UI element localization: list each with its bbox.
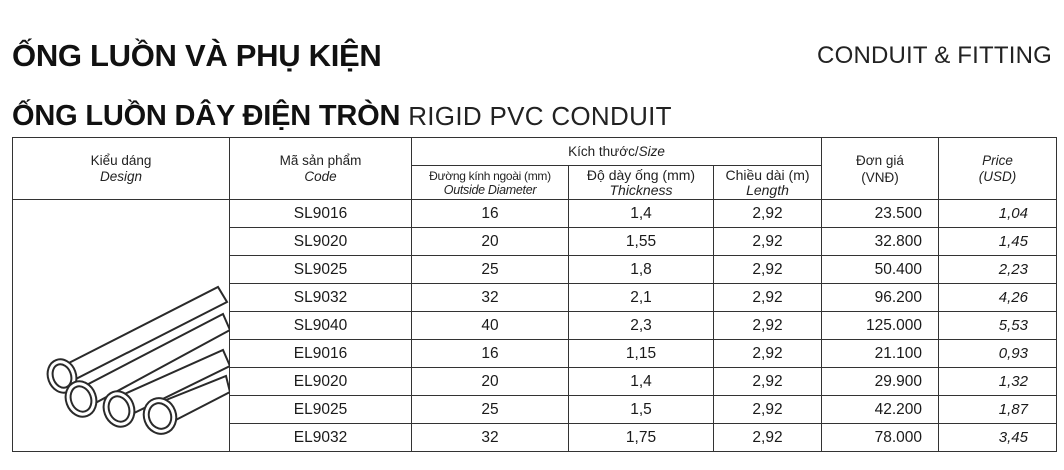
product-code: SL9040 bbox=[230, 312, 412, 340]
outside-diameter-value: 16 bbox=[412, 200, 569, 228]
outside-diameter-value: 32 bbox=[412, 284, 569, 312]
page-title-english: CONDUIT & FITTING bbox=[817, 42, 1052, 69]
product-code: EL9032 bbox=[230, 424, 412, 452]
header-price-vnd-vi: Đơn giá bbox=[856, 152, 904, 168]
outside-diameter-value: 25 bbox=[412, 256, 569, 284]
header-outside-diameter-vi: Đường kính ngoài (mm) bbox=[429, 168, 551, 183]
price-table bbox=[12, 137, 1057, 452]
outside-diameter-value: 40 bbox=[412, 312, 569, 340]
price-usd-value: 1,04 bbox=[939, 200, 1057, 228]
product-code: SL9025 bbox=[230, 256, 412, 284]
price-vnd-value: 29.900 bbox=[822, 368, 939, 396]
page-title: ỐNG LUỒN VÀ PHỤ KIỆN bbox=[12, 38, 382, 73]
thickness-value: 2,3 bbox=[569, 312, 714, 340]
price-usd-value: 1,87 bbox=[939, 396, 1057, 424]
header-price-usd-en: Price bbox=[982, 152, 1013, 168]
length-value: 2,92 bbox=[714, 368, 822, 396]
header-design bbox=[13, 138, 230, 200]
price-usd-value: 0,93 bbox=[939, 340, 1057, 368]
length-value: 2,92 bbox=[714, 228, 822, 256]
header-thickness-vi: Độ dày ống (mm) bbox=[586, 166, 696, 183]
length-value: 2,92 bbox=[714, 424, 822, 452]
header-length-en: Length bbox=[746, 181, 789, 198]
product-code: EL9016 bbox=[230, 340, 412, 368]
thickness-value: 1,75 bbox=[569, 424, 714, 452]
header-price-usd-unit: (USD) bbox=[978, 168, 1017, 184]
length-value: 2,92 bbox=[714, 312, 822, 340]
price-vnd-value: 23.500 bbox=[822, 200, 939, 228]
price-vnd-value: 32.800 bbox=[822, 228, 939, 256]
product-code: SL9016 bbox=[230, 200, 412, 228]
section-title-english: RIGID PVC CONDUIT bbox=[408, 101, 672, 131]
price-vnd-value: 21.100 bbox=[822, 340, 939, 368]
header-outside-diameter-en: Outside Diameter bbox=[443, 182, 537, 197]
header-code bbox=[230, 138, 412, 200]
header-outside-diameter bbox=[412, 166, 569, 200]
header-price-usd bbox=[939, 138, 1057, 200]
design-image-cell bbox=[13, 200, 230, 452]
thickness-value: 1,5 bbox=[569, 396, 714, 424]
header-size-label bbox=[412, 143, 821, 160]
thickness-value: 1,8 bbox=[569, 256, 714, 284]
price-usd-value: 1,45 bbox=[939, 228, 1057, 256]
price-vnd-value: 50.400 bbox=[822, 256, 939, 284]
thickness-value: 2,1 bbox=[569, 284, 714, 312]
price-vnd-value: 42.200 bbox=[822, 396, 939, 424]
header-length bbox=[714, 166, 822, 200]
length-value: 2,92 bbox=[714, 284, 822, 312]
outside-diameter-value: 32 bbox=[412, 424, 569, 452]
thickness-value: 1,4 bbox=[569, 200, 714, 228]
section-title bbox=[12, 100, 672, 133]
table-body bbox=[13, 200, 1057, 452]
thickness-value: 1,4 bbox=[569, 368, 714, 396]
product-code: SL9020 bbox=[230, 228, 412, 256]
header-design-vi: Kiểu dáng bbox=[90, 153, 152, 168]
outside-diameter-value: 25 bbox=[412, 396, 569, 424]
price-usd-value: 3,45 bbox=[939, 424, 1057, 452]
section-title-vietnamese: ỐNG LUỒN DÂY ĐIỆN TRÒN bbox=[12, 100, 401, 132]
outside-diameter-value: 20 bbox=[412, 368, 569, 396]
product-code: EL9025 bbox=[230, 396, 412, 424]
header-price-vnd bbox=[822, 138, 939, 200]
header-size bbox=[412, 138, 822, 166]
header-size-vi: Kích thước/ bbox=[568, 144, 639, 159]
thickness-value: 1,15 bbox=[569, 340, 714, 368]
price-usd-value: 5,53 bbox=[939, 312, 1057, 340]
length-value: 2,92 bbox=[714, 256, 822, 284]
outside-diameter-value: 16 bbox=[412, 340, 569, 368]
price-vnd-value: 78.000 bbox=[822, 424, 939, 452]
product-code: EL9020 bbox=[230, 368, 412, 396]
price-vnd-value: 125.000 bbox=[822, 312, 939, 340]
length-value: 2,92 bbox=[714, 396, 822, 424]
header-code-en: Code bbox=[304, 169, 337, 184]
header-length-vi: Chiều dài (m) bbox=[725, 166, 810, 183]
header-size-en: Size bbox=[638, 144, 665, 159]
pvc-conduit-pipes-illustration bbox=[13, 200, 230, 452]
header-thickness bbox=[569, 166, 714, 200]
price-usd-value: 1,32 bbox=[939, 368, 1057, 396]
price-usd-value: 4,26 bbox=[939, 284, 1057, 312]
price-usd-value: 2,23 bbox=[939, 256, 1057, 284]
header-code-vi: Mã sản phẩm bbox=[279, 153, 362, 168]
header-price-vnd-unit: (VNĐ) bbox=[861, 169, 899, 185]
length-value: 2,92 bbox=[714, 340, 822, 368]
length-value: 2,92 bbox=[714, 200, 822, 228]
product-code: SL9032 bbox=[230, 284, 412, 312]
thickness-value: 1,55 bbox=[569, 228, 714, 256]
table-row bbox=[13, 200, 1057, 228]
header-design-en: Design bbox=[99, 169, 143, 184]
header-thickness-en: Thickness bbox=[609, 181, 673, 198]
outside-diameter-value: 20 bbox=[412, 228, 569, 256]
price-vnd-value: 96.200 bbox=[822, 284, 939, 312]
